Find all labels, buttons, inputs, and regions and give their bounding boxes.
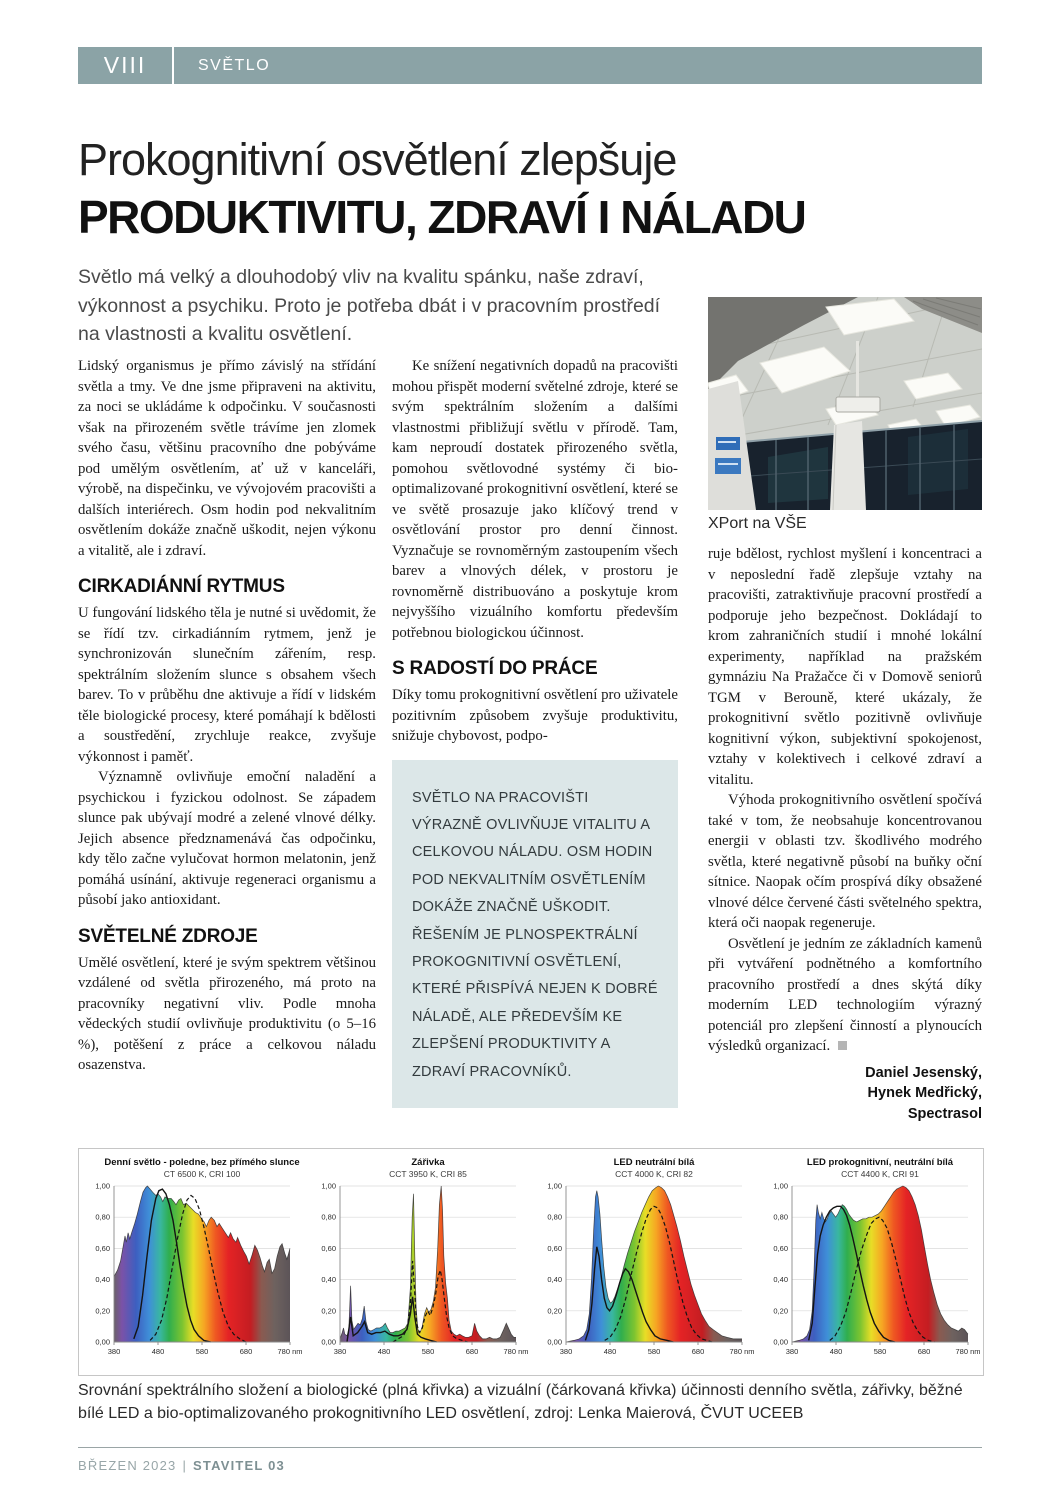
author-name: Daniel Jesenský, xyxy=(865,1064,982,1081)
paragraph: U fungování lidského těla je nutné si uvědomit, že se řídí tzv. cirkadiánním rytmem, jenž je synchronizován slunečním zářením, resp. spektrálním složením slunce s obsahem všech barev. To v průběhu dne aktivuje a řídí v lidském těle biologické procesy, které pomáhají k bdělosti a soustředění, zrychluje reakce, zvyšuje výkonnost i paměť. xyxy=(78,605,376,765)
spectrum-chart-led-procognitive xyxy=(758,1154,983,1370)
svg-text:0,60: 0,60 xyxy=(546,1243,562,1253)
svg-text:0,80: 0,80 xyxy=(546,1212,562,1222)
article-title xyxy=(78,134,982,244)
paragraph: Významně ovlivňuje emoční naladění a psychickou i fyzickou odolnost. Se západem slunce pak ubývají modré a zelené vlnové délky. Jejich absence předznamenává čas odpočinku, kdy tělo začne vylučovat hormon melatonin, jenž pomáhá usínání, aktivuje regeneraci organismu a působí jako antioxidant. xyxy=(78,769,376,908)
author-credits xyxy=(708,1063,982,1125)
svg-text:1,00: 1,00 xyxy=(320,1181,336,1191)
figure-caption: Srovnání spektrálního složení a biologické (plná křivka) a vizuální (čárkovaná křivka) účinnosti denního světla, zářivky, běžné bílé LED a bio-optimalizovaného prokognitivního LED osvětlení, zdroj: Lenka Maierová, ČVUT UCEEB xyxy=(78,1382,963,1422)
svg-text:0,40: 0,40 xyxy=(94,1275,110,1285)
svg-text:480: 480 xyxy=(603,1347,616,1356)
svg-text:580: 580 xyxy=(873,1347,886,1356)
svg-text:480: 480 xyxy=(151,1347,164,1356)
paragraph-text: Osvětlení je jedním ze základních kamenů při vytváření podnětného a komfortního pracovního prostředí a dnes skýtá díky moderním LED technologiím výrazný potenciál pro zlepšení činností a plynoucích výsledků organizací. xyxy=(708,935,982,1054)
paragraph: Výhoda prokognitivního osvětlení spočívá také v tom, že neobsahuje koncentrovanou energii v oblasti tzv. škodlivého modrého světla, které negativně působí na buňky oční sítnice. Naopak očím prospívá díky obsažené vlnové délce červené části světelného spektra, která oči naopak regeneruje. xyxy=(708,792,982,931)
spectra-figure xyxy=(78,1148,984,1376)
lead-paragraph: Světlo má velký a dlouhodobý vliv na kvalitu spánku, naše zdraví, výkonnost a psychiku. Proto je potřeba dbát i v pracovním prostředí na vlastnosti a kvalitu osvětlení. xyxy=(78,266,661,345)
svg-text:0,20: 0,20 xyxy=(772,1306,788,1316)
section-heading-cirkadianni-rytmus: CIRKADIÁNNÍ RYTMUS xyxy=(78,576,285,597)
paragraph: Díky tomu prokognitivní osvětlení pro uživatele pozitivním způsobem zvyšuje produktivitu, snižuje chybovost, podpo- xyxy=(392,687,678,744)
svg-text:0,80: 0,80 xyxy=(772,1212,788,1222)
svg-text:380: 380 xyxy=(785,1347,798,1356)
author-name: Hynek Medřický, xyxy=(867,1085,982,1101)
svg-text:580: 580 xyxy=(647,1347,660,1356)
svg-text:CCT 4400 K, CRI 91: CCT 4400 K, CRI 91 xyxy=(840,1169,919,1179)
svg-text:480: 480 xyxy=(377,1347,390,1356)
svg-text:1,00: 1,00 xyxy=(772,1181,788,1191)
svg-text:680: 680 xyxy=(691,1347,704,1356)
svg-text:0,60: 0,60 xyxy=(320,1243,336,1253)
section-title: SVĚTLO xyxy=(198,56,271,74)
section-heading-s-radosti-do-prace: S RADOSTÍ DO PRÁCE xyxy=(392,658,598,679)
body-column-1 xyxy=(78,356,376,1144)
title-line-2: PRODUKTIVITU, ZDRAVÍ I NÁLADU xyxy=(78,191,806,243)
body-column-2 xyxy=(392,356,678,1150)
svg-text:0,40: 0,40 xyxy=(546,1275,562,1285)
spectrum-chart-fluorescent xyxy=(306,1154,531,1370)
svg-text:780 nm: 780 nm xyxy=(502,1347,529,1356)
svg-text:0,20: 0,20 xyxy=(320,1306,336,1316)
section-heading-svetelne-zdroje: SVĚTELNÉ ZDROJE xyxy=(78,925,258,947)
svg-text:LED neutrální bílá: LED neutrální bílá xyxy=(613,1157,694,1168)
footer xyxy=(78,1458,285,1473)
pull-quote-text: SVĚTLO NA PRACOVIŠTI VÝRAZNĚ OVLIVŇUJE VITALITU A CELKOVOU NÁLADU. OSM HODIN POD NEKVALITNÍM OSVĚTLENÍM DOKÁŽE ZNAČNĚ UŠKODIT. ŘEŠENÍM JE PLNOSPEKTRÁLNÍ PROKOGNITIVNÍ OSVĚTLENÍ, KTERÉ PŘISPÍVÁ NEJEN K DOBRÉ NÁLADĚ, ALE PŘEDEVŠÍM KE ZLEPŠENÍ PRODUKTIVITY A ZDRAVÍ PRACOVNÍKŮ. xyxy=(412,789,658,1080)
svg-text:0,00: 0,00 xyxy=(772,1337,788,1347)
svg-text:0,80: 0,80 xyxy=(94,1212,110,1222)
svg-text:380: 380 xyxy=(559,1347,572,1356)
header-band xyxy=(78,47,982,84)
svg-text:380: 380 xyxy=(333,1347,346,1356)
svg-text:CCT 3950 K, CRI 85: CCT 3950 K, CRI 85 xyxy=(388,1169,467,1179)
svg-text:0,20: 0,20 xyxy=(94,1306,110,1316)
svg-text:0,40: 0,40 xyxy=(772,1275,788,1285)
svg-text:780 nm: 780 nm xyxy=(276,1347,303,1356)
spectrum-chart-led-neutral xyxy=(532,1154,757,1370)
paragraph: Umělé osvětlení, které je svým spektrem většinou vzdálené od světla přirozeného, má proto na pracovníky negativní vliv. Podle mnoha vědeckých studií ovlivňuje produktivitu (o 5–16 %), potěšení z práce a celkovou náladu osazenstva. xyxy=(78,954,376,1073)
svg-text:680: 680 xyxy=(465,1347,478,1356)
svg-text:480: 480 xyxy=(829,1347,842,1356)
svg-text:580: 580 xyxy=(421,1347,434,1356)
svg-text:1,00: 1,00 xyxy=(94,1181,110,1191)
svg-text:0,60: 0,60 xyxy=(772,1243,788,1253)
svg-text:0,60: 0,60 xyxy=(94,1243,110,1253)
body-column-3 xyxy=(708,544,982,1140)
svg-text:CT 6500 K, CRI 100: CT 6500 K, CRI 100 xyxy=(163,1169,240,1179)
svg-text:Zářivka: Zářivka xyxy=(410,1157,445,1168)
svg-text:LED prokognitivní, neutrální b: LED prokognitivní, neutrální bílá xyxy=(806,1157,953,1168)
paragraph: Lidský organismus je přímo závislý na střídání světla a tmy. Ve dne jsme připraveni na aktivitu, za noci se ukládáme k odpočinku. V současnosti však na přirozeném světle trávíme jen zlomek svého času, většinu pracovního dne pobýváme pod umělým osvětlením, ať už v kanceláři, výrobě, na dispečinku, ve vývojovém pracovišti a dalších interiérech. Osm hodin pod nekvalitním osvětlením dokáže značně uškodit, nejen výkonu a vitalitě, ale i zdraví. xyxy=(78,358,376,559)
svg-text:380: 380 xyxy=(107,1347,120,1356)
title-line-1: Prokognitivní osvětlení zlepšuje xyxy=(78,134,677,185)
footer-rule xyxy=(78,1447,982,1448)
article-photo xyxy=(708,297,982,510)
footer-separator: | xyxy=(182,1458,188,1473)
paragraph xyxy=(708,934,982,1057)
svg-text:0,00: 0,00 xyxy=(94,1337,110,1347)
svg-text:0,20: 0,20 xyxy=(546,1306,562,1316)
footer-issue-date: BŘEZEN 2023 xyxy=(78,1458,177,1473)
footer-magazine: STAVITEL 03 xyxy=(193,1458,285,1473)
paragraph: ruje bdělost, rychlost myšlení i koncentraci a v neposlední řadě zlepšuje vztahy na pracovišti, zatraktivňuje pracovní prostředí a podporuje jeho bezpečnost. Dokládají to krom zahraničních studií i mnohé lokální experimenty, například na pražském gymnáziu Na Pražačce či v Domově seniorů TGM v Berouně, které ukázaly, že prokognitivní světlo pozitivně ovlivňuje kognitivní výkon, subjektivní spokojenost, vztahy v kolektivech i celkové zdraví a vitalitu. xyxy=(708,546,982,788)
svg-text:680: 680 xyxy=(239,1347,252,1356)
svg-text:0,40: 0,40 xyxy=(320,1275,336,1285)
svg-text:580: 580 xyxy=(195,1347,208,1356)
svg-text:780 nm: 780 nm xyxy=(728,1347,755,1356)
svg-text:0,00: 0,00 xyxy=(546,1337,562,1347)
svg-text:1,00: 1,00 xyxy=(546,1181,562,1191)
svg-text:680: 680 xyxy=(917,1347,930,1356)
svg-text:780 nm: 780 nm xyxy=(954,1347,981,1356)
spectrum-chart-daylight xyxy=(80,1154,305,1370)
page-number: VIII xyxy=(103,52,147,78)
svg-text:CCT 4000 K, CRI 82: CCT 4000 K, CRI 82 xyxy=(614,1169,693,1179)
svg-text:Denní světlo - poledne, bez př: Denní světlo - poledne, bez přímého slunce xyxy=(103,1157,300,1168)
pull-quote-box xyxy=(392,760,678,1108)
svg-text:0,80: 0,80 xyxy=(320,1212,336,1222)
svg-text:0,00: 0,00 xyxy=(320,1337,336,1347)
paragraph: Ke snížení negativních dopadů na pracovišti mohou přispět moderní světelné zdroje, které se svým spektrálním složením a dalšími vlastnostmi přibližují světlu v přírodě. Tam, kam neproudí dostatek přirozeného světla, pomohou světlovodné systémy či bio-optimalizované prokognitivní osvětlení, které se ve světě prosazuje jako klíčový trend v osvětlování prostor pro denní činnost. Vyznačuje se rovnoměrným zastoupením všech barev a vlnových délek, v prostoru je rovnoměrně distribuováno a poskytuje krom nejvyššího vizuálního komfortu především potřebnou biologickou účinnost. xyxy=(392,358,678,641)
author-company: Spectrasol xyxy=(907,1105,982,1122)
photo-caption: XPort na VŠE xyxy=(708,515,807,532)
end-of-article-marker xyxy=(838,1041,847,1050)
ceiling-photo-illustration xyxy=(708,297,982,510)
